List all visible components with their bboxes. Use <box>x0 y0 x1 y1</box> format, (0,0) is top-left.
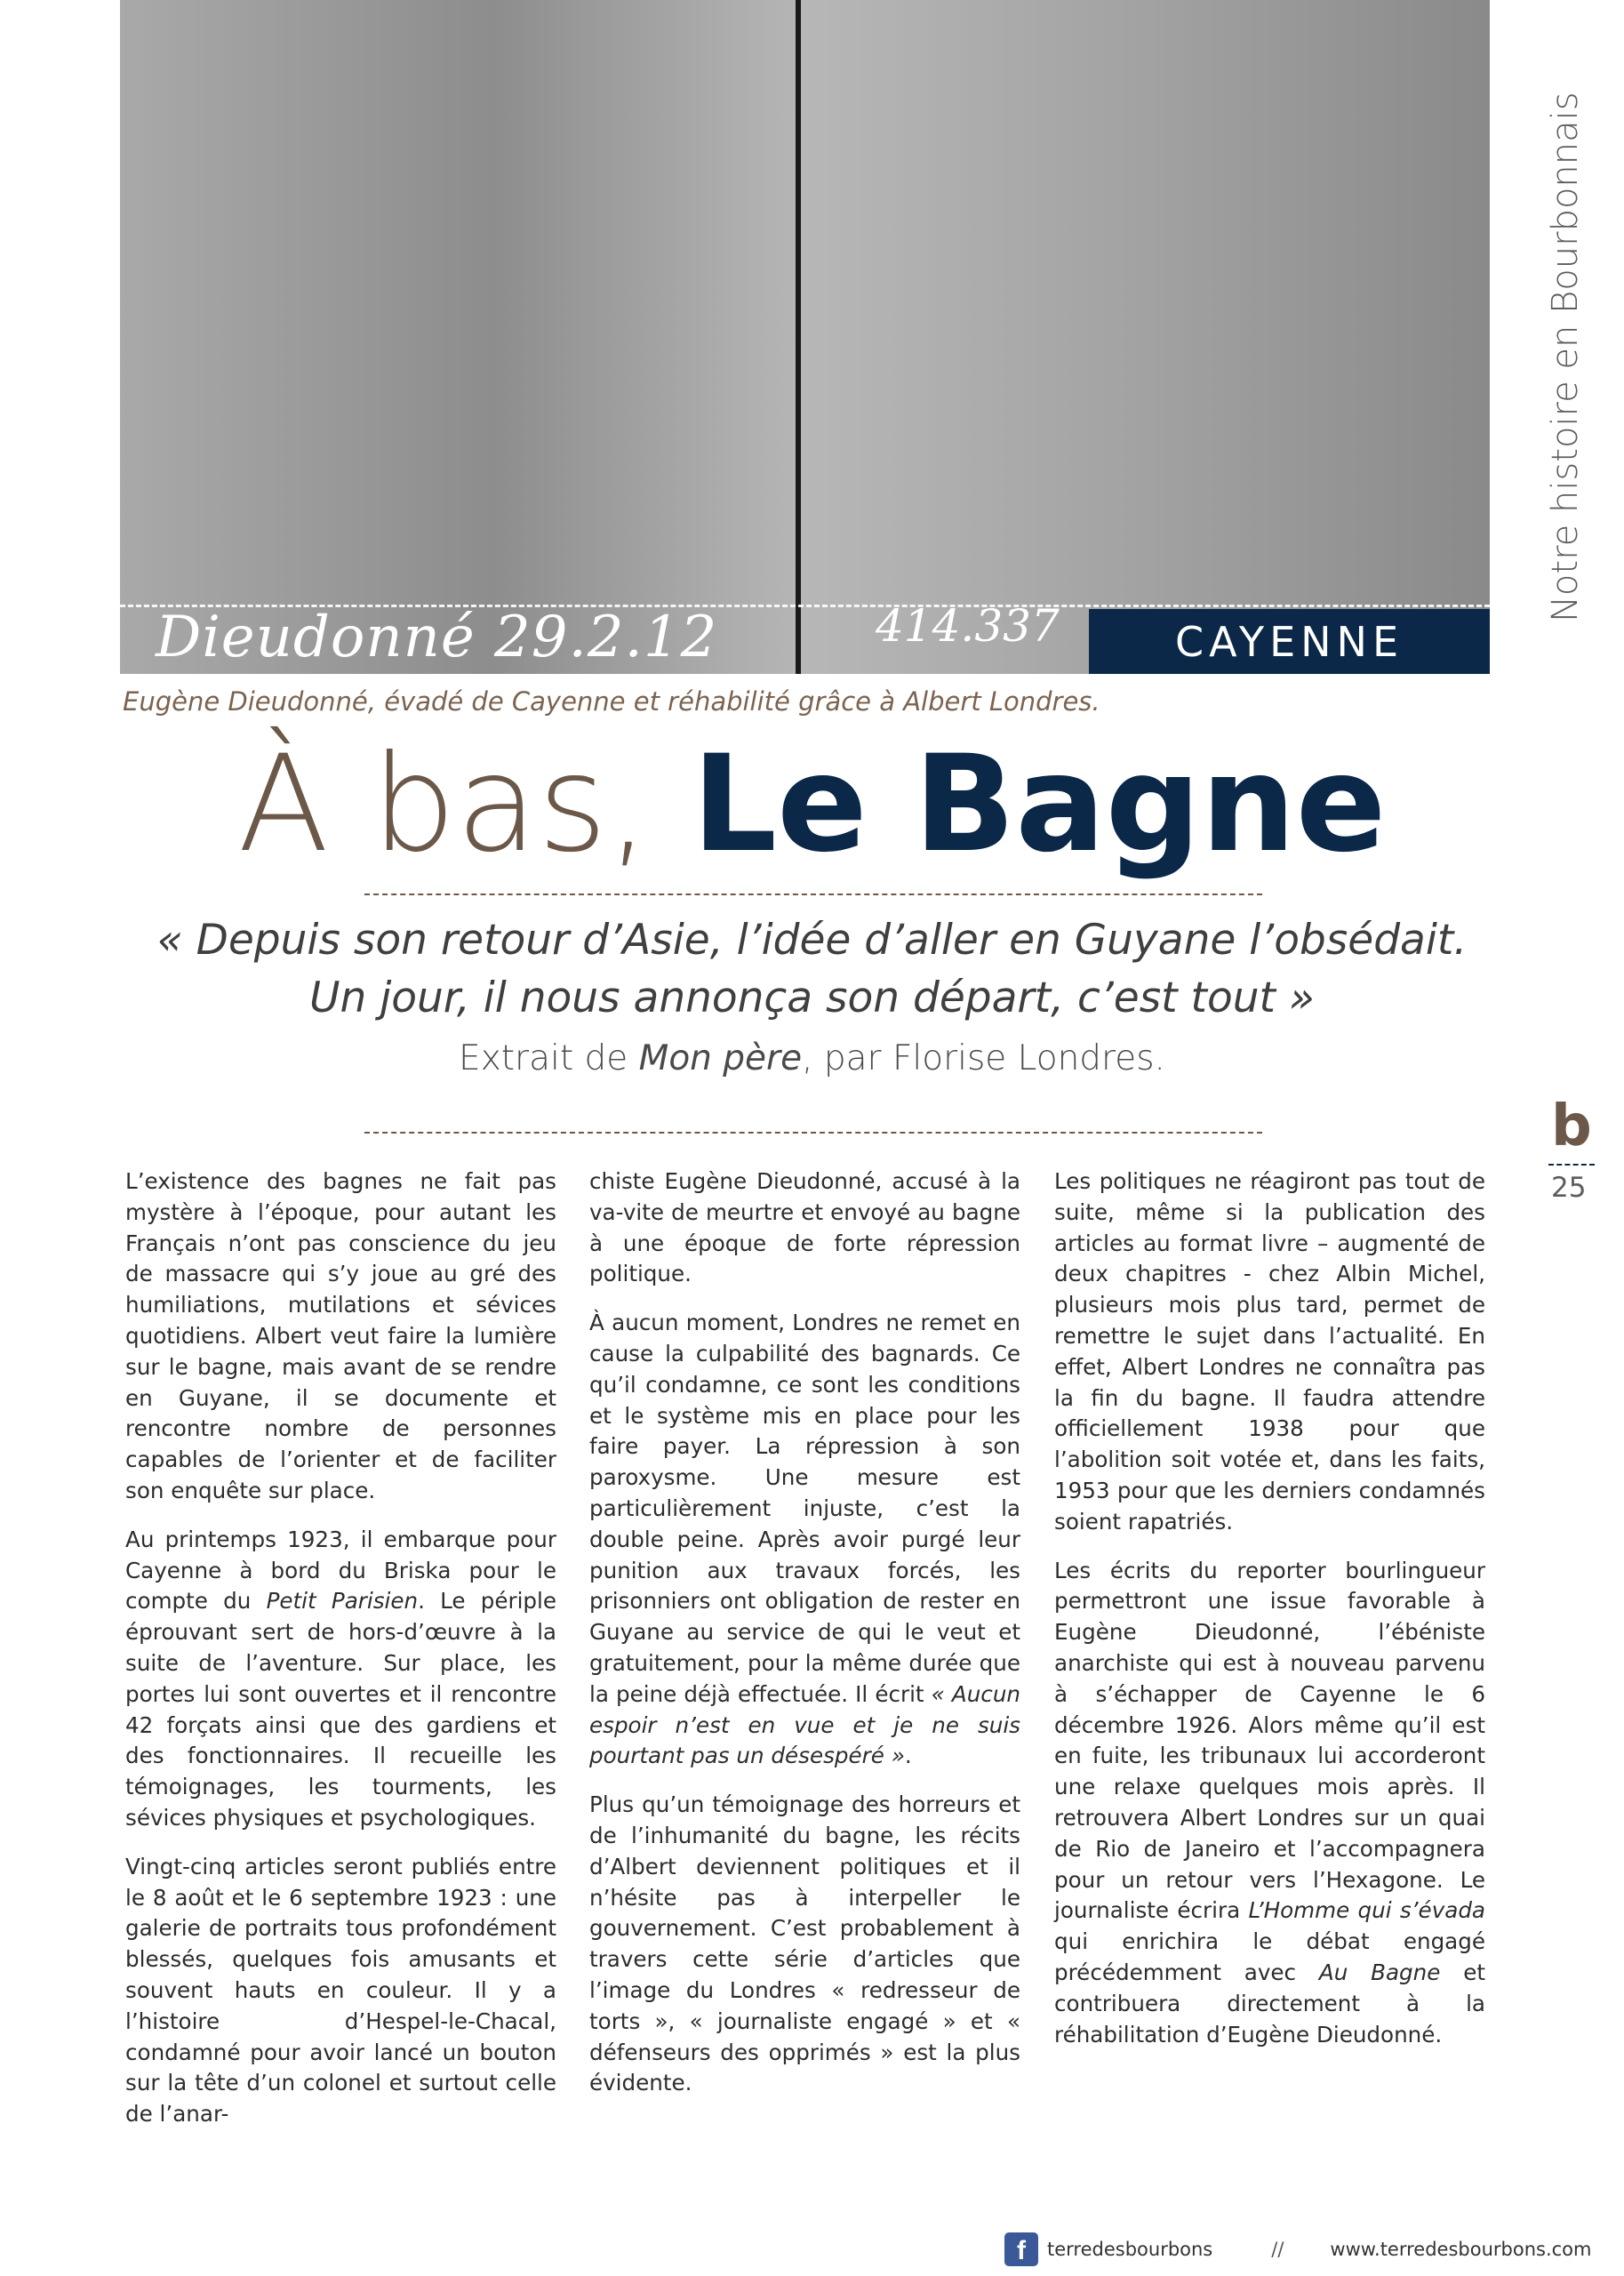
photo-caption: Eugène Dieudonné, évadé de Cayenne et réhabilité grâce à Albert Londres. <box>123 686 1100 717</box>
photo-handwriting-right: 414.337 <box>876 600 1060 652</box>
text-run: . Le périple éprouvant sert de hors-d’œuvre à la suite de l’aventure. Sur place, les portes lui sont ouvertes et il rencontre 42 forçats ainsi que des gardiens et des fonctionnaires. Il recueille les témoignages, les tourments, les sévices physiques et psychologiques. <box>125 1588 556 1831</box>
text-run: À aucun moment, Londres ne remet en cause la culpabilité des bagnards. Ce qu’il condamne, ce sont les conditions et le système mis en place pour les faire payer. La répression à son paroxysme. Une mesure est particulièrement injuste, c’est la double peine. Après avoir purgé leur punition aux travaux forcés, les prisonniers ont obligation de rester en Guyane au service de qui le veut et gratuitement, pour la même durée que la peine déjà effectuée. Il écrit <box>589 1310 1020 1707</box>
magazine-logo-icon: b <box>1551 1094 1592 1159</box>
pull-quote-line-1: « Depuis son retour d’Asie, l’idée d’aller en Guyane l’obsédait. <box>156 916 1468 965</box>
series-title: Notre histoire en Bourbonnais <box>1545 92 1586 622</box>
page-number: 25 <box>1551 1172 1587 1204</box>
headline-part-a: À bas, <box>237 727 692 882</box>
photo-front <box>801 0 1490 674</box>
article-column-1 <box>125 1166 556 2148</box>
text-run: qui enrichira le débat engagé précédemment avec <box>1054 1928 1485 1985</box>
text-run: Les écrits du reporter bourlingueur permettront une issue favorable à Eugène Dieudonné, l’ébéniste anarchiste qui est à nouveau parvenu à s’échapper de Cayenne le 6 décembre 1926. Alors même qu’il est en fuite, les tribunaux lui accorderont une relaxe quelques mois après. Il retrouvera Albert Londres sur un quai de Rio de Janeiro et l’accompagnera pour un retour vers l’Hexagone. Le journaliste écrira <box>1054 1557 1485 1924</box>
paragraph <box>1054 1556 1485 2051</box>
photo-handwriting-left: Dieudonné 29.2.12 <box>156 605 718 670</box>
quote-source <box>0 1038 1624 1078</box>
paragraph: Plus qu’un témoignage des horreurs et de l’inhumanité du bagne, les récits d’Albert deviennent politiques et il n’hésite pas à interpeller le gouvernement. C’est probablement à travers cette série d’articles que l’image du Londres « redresseur de torts », « journaliste engagé » et « défenseurs des opprimés » est la plus évidente. <box>589 1791 1020 2096</box>
publication-title: Petit Parisien <box>266 1588 419 1615</box>
website-link[interactable]: www.terredesbourbons.com <box>1330 2239 1592 2260</box>
dashed-rule-top <box>364 894 1262 895</box>
dashed-rule-bottom <box>364 1132 1262 1134</box>
paragraph <box>125 1525 556 1834</box>
paragraph: L’existence des bagnes ne fait pas mystère à l’époque, pour autant les Français n’ont pas conscience du jeu de massacre qui s’y joue au gré des humiliations, mutilations et sévices quotidiens. Albert veut faire la lumière sur le bagne, mais avant de se rendre en Guyane, il se documente et rencontre nombre de personnes capables de l’orienter et de faciliter son enquête sur place. <box>125 1168 556 1503</box>
footer <box>1004 2232 1591 2267</box>
page-number-rule <box>1548 1164 1595 1166</box>
photo-profile <box>120 0 796 674</box>
category-banner: CAYENNE <box>1089 609 1490 674</box>
book-title: L’Homme qui s’évada <box>1248 1897 1485 1924</box>
facebook-icon[interactable]: f <box>1004 2232 1038 2266</box>
header-photo <box>120 0 1490 674</box>
quote-source-suffix: , par Florise Londres. <box>802 1038 1165 1078</box>
article-column-3 <box>1054 1166 1485 2068</box>
paragraph: Vingt-cinq articles seront publiés entre le 8 août et le 6 septembre 1923 : une galerie de portraits tous profondément blessés, quelques fois amusants et souvent hauts en couleur. Il y a l’histoire d’Hespel-le-Chacal, condamné pour avoir lancé un bouton sur la tête d’un colonel et surtout celle de l’anar- <box>125 1853 556 2128</box>
text-run: et contribuera directement à la réhabilitation d’Eugène Dieudonné. <box>1054 1959 1485 2048</box>
quote-source-prefix: Extrait de <box>459 1038 639 1078</box>
paragraph <box>589 1308 1020 1772</box>
headline <box>0 729 1624 880</box>
text-run: Au printemps 1923, il embarque pour Cayenne à bord du Briska pour le compte du <box>125 1526 556 1615</box>
footer-separator: // <box>1271 2239 1284 2260</box>
paragraph: Les politiques ne réagiront pas tout de suite, même si la publication des articles au format livre – augmenté de deux chapitres - chez Albin Michel, plusieurs mois plus tard, permet de remettre le sujet dans l’actualité. En effet, Albert Londres ne connaîtra pas la fin du bagne. Il faudra attendre officiellement 1938 pour que l’abolition soit votée et, dans les faits, 1953 pour que les derniers condamnés soient rapatriés. <box>1054 1168 1485 1535</box>
paragraph: chiste Eugène Dieudonné, accusé à la va-vite de meurtre et envoyé au bagne à une époque de forte répression politique. <box>589 1168 1020 1287</box>
inline-quote: « Aucun espoir n’est en vue et je ne suis pourtant pas un désespéré » <box>589 1680 1020 1769</box>
pull-quote-line-2: Un jour, il nous annonça son départ, c’est tout » <box>309 974 1315 1022</box>
quote-source-book: Mon père <box>638 1038 803 1078</box>
photo-divider <box>796 0 801 674</box>
headline-part-b: Le Bagne <box>692 727 1387 882</box>
article-column-2 <box>589 1166 1020 2117</box>
text-run: . <box>904 1743 912 1769</box>
facebook-handle[interactable]: terredesbourbons <box>1047 2239 1213 2260</box>
book-title: Au Bagne <box>1318 1959 1441 1985</box>
